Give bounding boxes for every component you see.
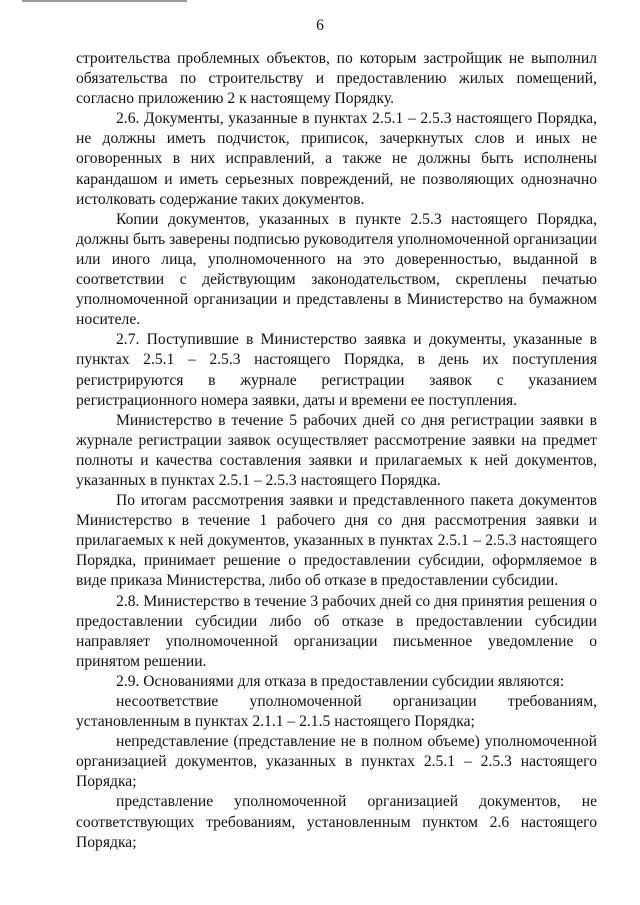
paragraph-2-7: 2.7. Поступившие в Министерство заявка и документы, указанные в пунктах 2.5.1 – 2.5.3 настоящего Порядка, в день их поступления регистрируются в журнале регистрации заявок с указанием регистрационного номера заявки, даты и времени ее поступления. bbox=[76, 331, 597, 409]
paragraph-refusal-ground-2: непредставление (представление не в полном объеме) уполномоченной организацией документов, указанных в пунктах 2.5.1 – 2.5.3 настоящего Порядка; bbox=[76, 733, 597, 791]
paragraph-2-9: 2.9. Основаниями для отказа в предоставлении субсидии являются: bbox=[116, 672, 565, 690]
paragraph-refusal-ground-3: представление уполномоченной организацией документов, не соответствующих требованиям, установленным пунктом 2.6 настоящего Порядка; bbox=[76, 793, 597, 851]
document-body bbox=[76, 49, 597, 853]
scan-edge-line bbox=[22, 0, 187, 2]
paragraph-copies: Копии документов, указанных в пункте 2.5.3 настоящего Порядка, должны быть заверены подписью руководителя уполномоченной организации или иного лица, уполномоченного на это доверенностью, выданной в соответствии с действующим законодательством, скреплены печатью уполномоченной организации и представлены в Министерство на бумажном носителе. bbox=[76, 210, 597, 329]
page-number: 6 bbox=[316, 17, 324, 34]
paragraph-2-8: 2.8. Министерство в течение 3 рабочих дней со дня принятия решения о предоставлении субсидии либо об отказе в предоставлении субсидии направляет уполномоченной организации письменное уведомление о принятом решении. bbox=[76, 592, 597, 670]
paragraph-review-period: Министерство в течение 5 рабочих дней со дня регистрации заявки в журнале регистрации заявок осуществляет рассмотрение заявки на предмет полноты и качества составления заявки и прилагаемых к ней документов, указанных в пунктах 2.5.1 – 2.5.3 настоящего Порядка. bbox=[76, 411, 597, 489]
paragraph-refusal-ground-1: несоответствие уполномоченной организации требованиям, установленным в пунктах 2.1.1 – 2.1.5 настоящего Порядка; bbox=[76, 693, 597, 731]
paragraph-decision: По итогам рассмотрения заявки и представленного пакета документов Министерство в течение 1 рабочего дня со дня рассмотрения заявки и прилагаемых к ней документов, указанных в пунктах 2.5.1 – 2.5.3 настоящего Порядка, принимает решение о предоставлении субсидии, оформляемое в виде приказа Министерства, либо об отказе в предоставлении субсидии. bbox=[76, 492, 597, 590]
paragraph-continuation: строительства проблемных объектов, по которым застройщик не выполнил обязательства по строительству и предоставлению жилых помещений, согласно приложению 2 к настоящему Порядку. bbox=[76, 50, 597, 108]
paragraph-2-6: 2.6. Документы, указанные в пунктах 2.5.1 – 2.5.3 настоящего Порядка, не должны иметь подчисток, приписок, зачеркнутых слов и иных не оговоренных в них исправлений, а также не должны быть исполнены карандашом и иметь серьезных повреждений, не позволяющих однозначно истолковать содержание таких документов. bbox=[76, 110, 597, 208]
